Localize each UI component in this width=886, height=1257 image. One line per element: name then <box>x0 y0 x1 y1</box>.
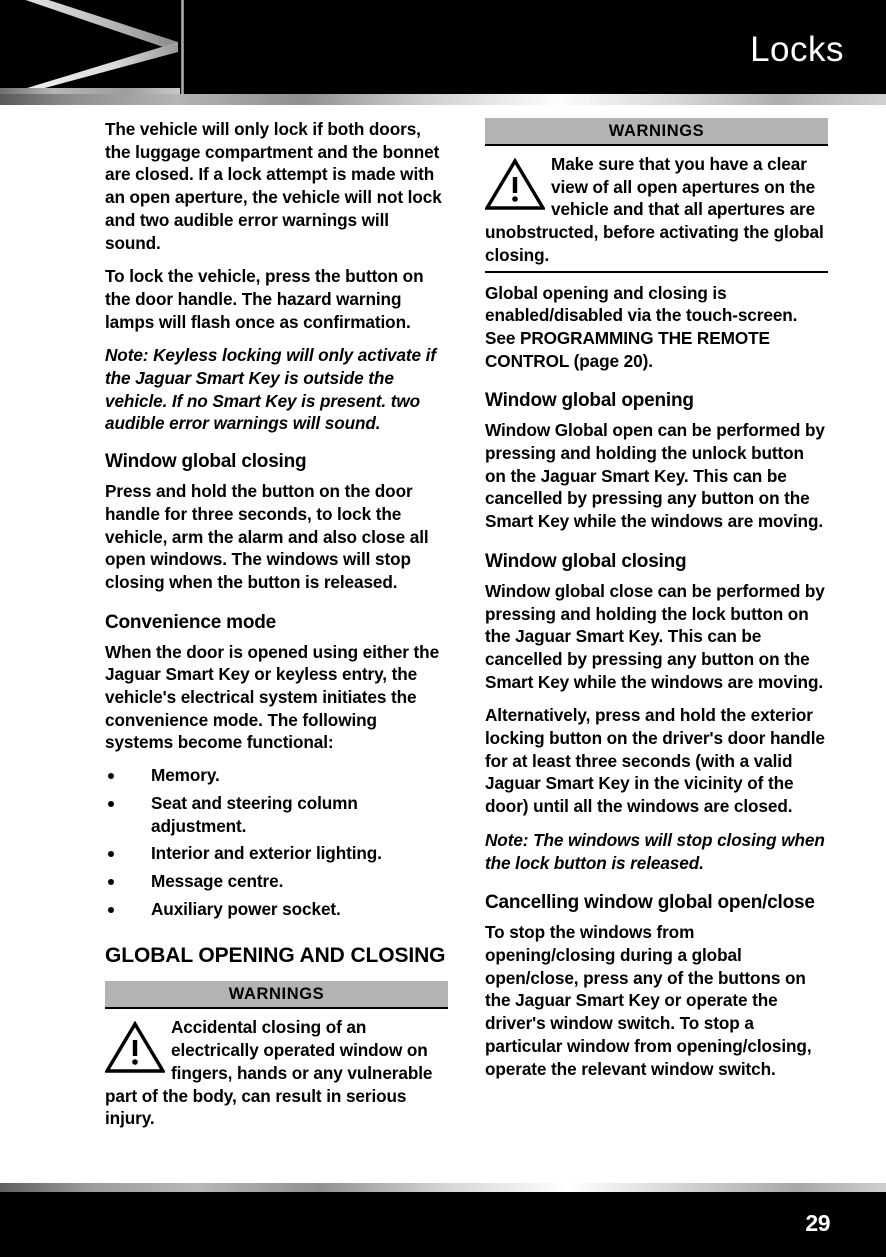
heading-window-global-opening: Window global opening <box>485 390 694 412</box>
warning-box-body <box>485 146 828 267</box>
page-number: 29 <box>805 1210 830 1236</box>
note-lead-label: Note: <box>105 345 149 366</box>
warning-box-rule <box>485 271 828 273</box>
left-paragraph-3: Press and hold the button on the door handle for three seconds, to lock the vehicle, arm the alarm and also close all open windows. The windows will stop closing when the button is released. <box>105 481 429 592</box>
right-column <box>485 118 828 1091</box>
note-lead-label: Note: <box>485 829 529 850</box>
heading-global-opening-and-closing: GLOBAL OPENING AND CLOSING <box>105 944 446 968</box>
chevron-right-logo-icon <box>0 0 180 96</box>
list-item: Interior and exterior lighting. <box>105 842 448 865</box>
right-paragraph-3: Window global close can be performed by pressing and holding the lock button on the Jaguar Smart Key. This can be cancelled by pressing any button on the Smart Key while the windows are moving. <box>485 580 825 692</box>
convenience-mode-list <box>105 764 448 920</box>
warning-triangle-icon <box>105 1020 165 1074</box>
footer-silver-bar <box>0 1183 886 1192</box>
page-footer <box>0 1192 886 1257</box>
left-column <box>105 118 448 1130</box>
right-paragraph-2: Window Global open can be performed by pressing and holding the unlock button on the Jaguar Smart Key. This can be cancelled by pressing any button on the Smart Key while the windows are moving. <box>485 420 825 532</box>
warning-box-header: WARNINGS <box>105 981 448 1009</box>
right-paragraph-1 <box>485 282 828 373</box>
note-body-text: The windows will stop closing when the lock button is released. <box>485 829 825 873</box>
header-divider <box>181 0 184 94</box>
right-paragraph-1-tail: (page 20). <box>568 350 653 371</box>
list-item: Auxiliary power socket. <box>105 898 448 921</box>
warning-box-header: WARNINGS <box>485 118 828 146</box>
page-title: Locks <box>750 30 844 69</box>
heading-convenience-mode: Convenience mode <box>105 611 277 633</box>
warning-box-body <box>105 1009 448 1130</box>
right-paragraph-4: Alternatively, press and hold the exterior locking button on the driver's door handle for at least three seconds (with a valid Jaguar Smart Key in the vicinity of the door) until all the windows are closed. <box>485 705 825 817</box>
list-item: Seat and steering column adjustment. <box>105 792 448 837</box>
right-paragraph-1-lead: Global opening and closing is enabled/disabled via the touch-screen. See <box>485 282 798 348</box>
warning-triangle-icon <box>485 157 545 211</box>
warning-box-right <box>485 118 828 273</box>
list-item: Message centre. <box>105 870 448 893</box>
right-paragraph-5: To stop the windows from opening/closing during a global open/close, press any of the buttons on the Jaguar Smart Key or operate the driver's window switch. To stop a particular window from opening/closing, operate the relevant window switch. <box>485 922 812 1079</box>
list-item: Memory. <box>105 764 448 787</box>
left-paragraph-2: To lock the vehicle, press the button on the door handle. The hazard warning lamps will flash once as confirmation. <box>105 266 424 332</box>
warning-box-text: Make sure that you have a clear view of all open apertures on the vehicle and that all apertures are unobstructed, before activating the global closing. <box>485 154 824 265</box>
heading-window-global-closing-left: Window global closing <box>105 451 307 473</box>
page-header <box>0 0 886 96</box>
left-paragraph-1: The vehicle will only lock if both doors, the luggage compartment and the bonnet are closed. If a lock attempt is made with an open aperture, the vehicle will not lock and two audible error warnings will sound. <box>105 119 442 253</box>
header-silver-bar <box>0 94 886 105</box>
warning-box-text: Accidental closing of an electrically operated window on fingers, hands or any vulnerable part of the body, can result in serious injury. <box>105 1017 433 1129</box>
note-body-text: Keyless locking will only activate if the Jaguar Smart Key is outside the vehicle. If no Smart Key is present. two audible error warnings will sound. <box>105 345 436 434</box>
right-note-1 <box>485 829 828 874</box>
left-note-1 <box>105 344 448 435</box>
left-paragraph-4: When the door is opened using either the Jaguar Smart Key or keyless entry, the vehicle's electrical system initiates the convenience mode. The following systems become functional: <box>105 641 440 753</box>
warning-box-left <box>105 981 448 1130</box>
heading-cancelling-window-global-open-close: Cancelling window global open/close <box>485 892 815 914</box>
heading-window-global-closing-right: Window global closing <box>485 550 687 572</box>
cross-reference-label: PROGRAMMING THE REMOTE CONTROL <box>485 327 770 371</box>
